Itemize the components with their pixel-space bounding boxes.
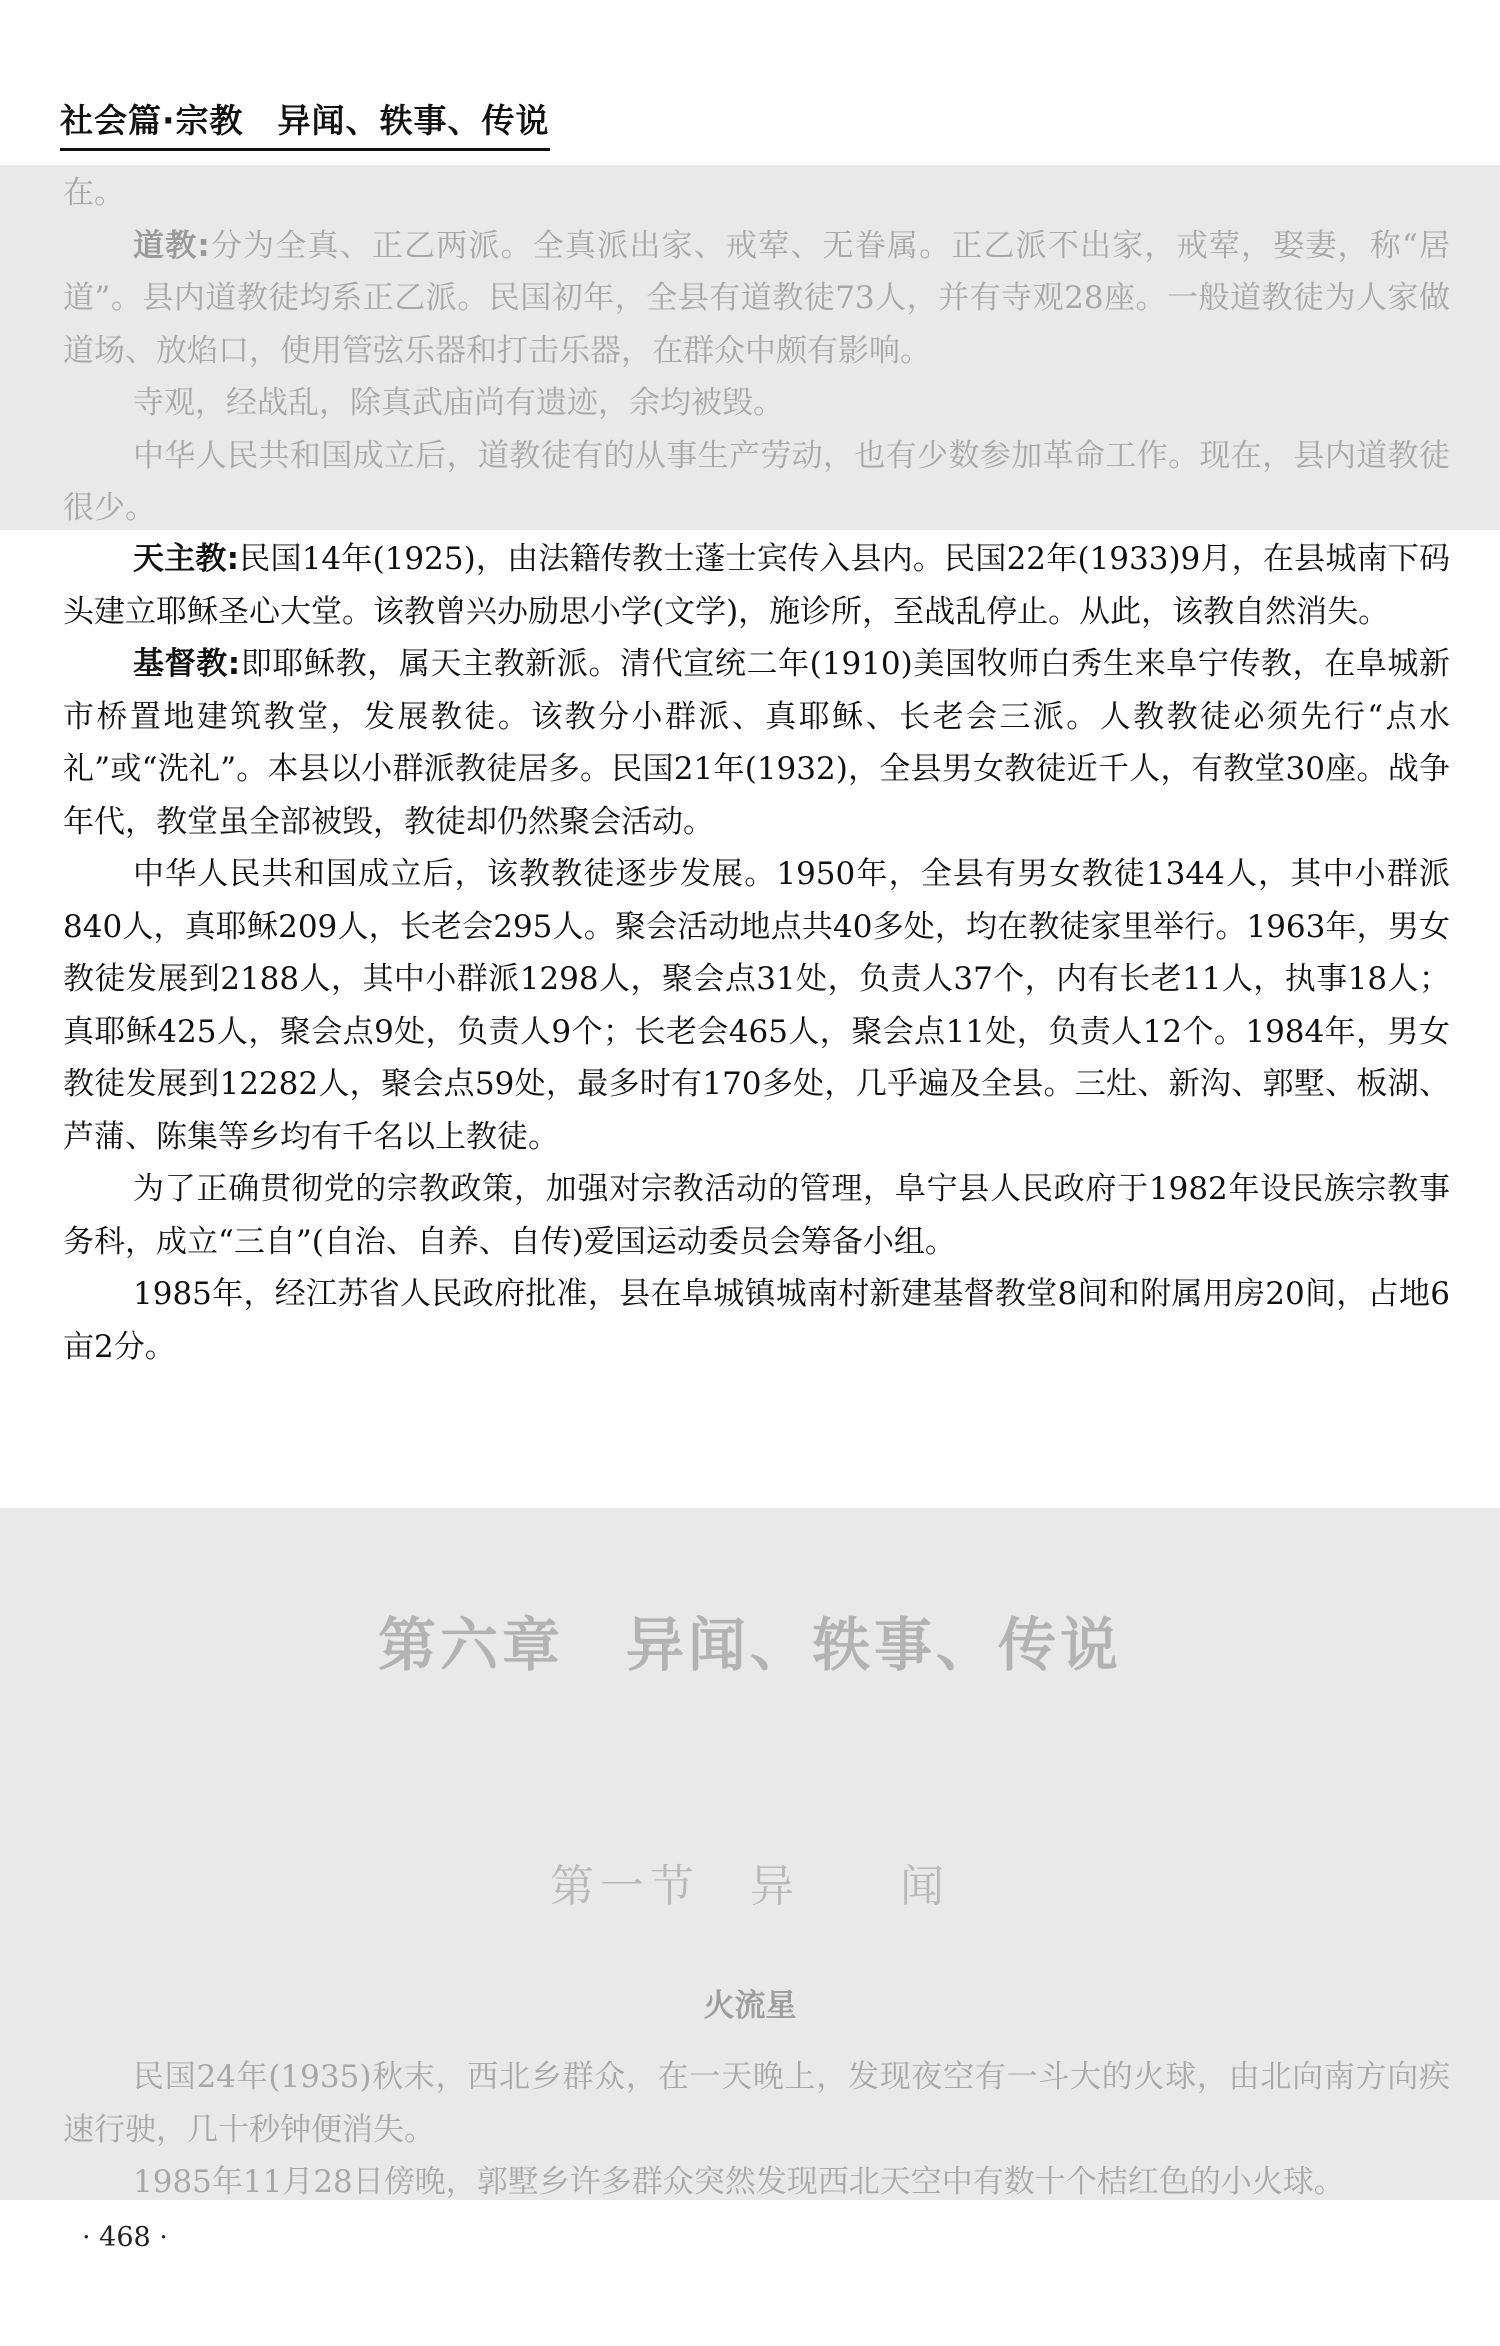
main-body [63,533,1450,1373]
catholic-paragraph [63,533,1450,638]
fireball-1935-paragraph: 民国24年(1935)秋末，西北乡群众，在一天晚上，发现夜空有一斗大的火球，由北向南方向疾速行驶，几十秒钟便消失。 [63,2059,1450,2148]
catholic-text: 民国14年(1925)，由法籍传教士蓬士宾传入县内。民国22年(1933)9月，在县城南下码头建立耶稣圣心大堂。该教曾兴办励思小学(文学)，施诊所，至战乱停止。从此，该教自然消失。 [63,541,1450,630]
continued-line: 在。 [63,175,125,211]
christian-text: 即耶稣教，属天主教新派。清代宣统二年(1910)美国牧师白秀生来阜宁传教，在阜城新市桥置地建筑教堂，发展教徒。该教分小群派、真耶稣、长老会三派。人教教徒必须先行“点水礼”或“洗礼”。本县以小群派教徒居多。民国21年(1932)，全县男女教徒近千人，有教堂30座。战争年代，教堂虽全部被毁，教徒却仍然聚会活动。 [63,646,1451,840]
fireball-1985-paragraph: 1985年11月28日傍晚，郭墅乡许多群众突然发现西北天空中有数十个桔红色的小火球。 [133,2164,1345,2200]
taoism-prc-paragraph: 中华人民共和国成立后，道教徒有的从事生产劳动，也有少数参加革命工作。现在，县内道教徒很少。 [63,437,1450,526]
taoism-term: 道教: [133,227,210,264]
christian-growth-paragraph: 中华人民共和国成立后，该教教徒逐步发展。1950年，全县有男女教徒1344人，其中小群派840人，真耶稣209人，长老会295人。聚会活动地点共40多处，均在教徒家里举行。1963年，男女教徒发展到2188人，其中小群派1298人，聚会点31处，负责人37个，内有长老11人，执事18人；真耶稣425人，聚会点9处，负责人9个；长老会465人，聚会点11处，负责人12个。1984年，男女教徒发展到12282人，聚会点59处，最多时有170多处，几乎遍及全县。三灶、新沟、郭墅、板湖、芦蒲、陈集等乡均有千名以上教徒。 [63,856,1450,1155]
faded-top-text [63,167,1450,535]
church-1985-paragraph: 1985年，经江苏省人民政府批准，县在阜城镇城南村新建基督教堂8间和附属用房20间，占地6亩2分。 [63,1276,1450,1365]
taoism-paragraph [63,220,1450,378]
policy-paragraph: 为了正确贯彻党的宗教政策，加强对宗教活动的管理，阜宁县人民政府于1982年设民族宗教事务科，成立“三自”(自治、自养、自传)爱国运动委员会筹备小组。 [63,1171,1450,1260]
page-number: · 468 · [82,2222,168,2253]
header-chapter: 异闻、轶事、传说 [277,101,550,140]
header-section: 社会篇·宗教 [60,101,244,140]
subheading: 火流星 [703,1988,797,2024]
christian-term: 基督教: [133,646,241,682]
section-title: 第一节 异 闻 [550,1861,950,1912]
running-header [60,95,550,151]
chapter-title: 第六章 异闻、轶事、传说 [377,1611,1122,1679]
taoism-text: 分为全真、正乙两派。全真派出家、戒荤、无眷属。正乙派不出家，戒荤，娶妻，称“居道”。县内道教徒均系正乙派。民国初年，全县有道教徒73人，并有寺观28座。一般道教徒为人家做道场、放焰口，使用管弦乐器和打击乐器，在群众中颇有影响。 [63,227,1450,369]
faded-bottom-text [63,2051,1450,2209]
catholic-term: 天主教: [133,541,240,577]
temples-paragraph: 寺观，经战乱，除真武庙尚有遗迹，余均被毁。 [133,385,784,421]
christian-paragraph [63,638,1450,848]
